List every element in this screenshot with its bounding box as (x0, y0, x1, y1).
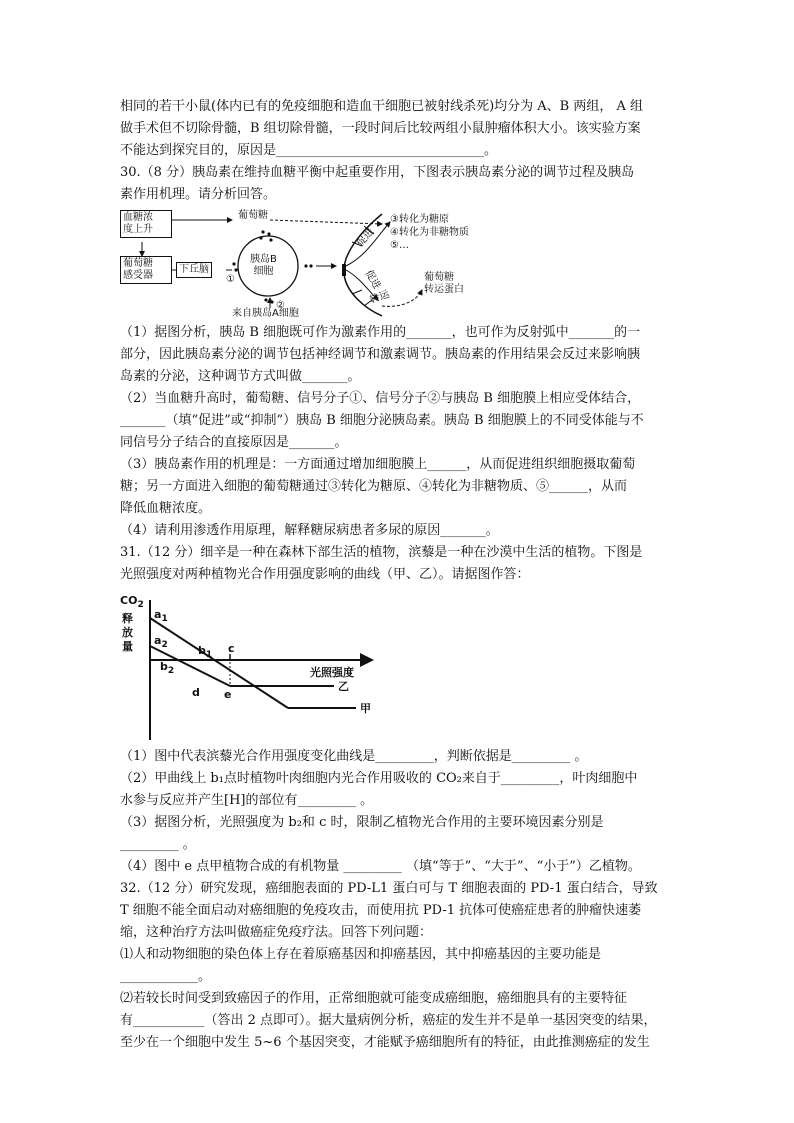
signal-1-mark: ① (226, 274, 235, 285)
point-a1-label (154, 608, 168, 624)
point-b2-sub: 2 (167, 666, 175, 677)
q31-header-line-2: 光照强度对两种植物光合作用强度影响的曲线（甲、乙）。请据图作答： (120, 567, 530, 582)
intro-line-2: 做手术但不切除骨髓，B 组切除骨髓，一段时间后比较两组小鼠肿瘤体积大小。该实验方案 (120, 121, 641, 136)
q31-line-5: _________ 。 (120, 837, 196, 852)
point-b2-label (160, 660, 174, 676)
other-pathway-label: ⑤… (390, 240, 409, 251)
curve-jia-label: 甲 (360, 702, 371, 715)
point-a2-letter: a (154, 634, 162, 647)
document-page (120, 96, 680, 1054)
point-b1-letter: b (198, 644, 206, 657)
point-c-label: c (228, 642, 235, 655)
promote-label-2: 促进 (362, 268, 383, 292)
glucose-receptor-box: 葡萄糖 感受器 (120, 256, 172, 284)
q30-line-1: （1）据图分析，胰岛 B 细胞既可作为激素作用的_______，也可作为反射弧中_______的一 (120, 325, 641, 340)
q30-line-7: （3）胰岛素作用的机理是：一方面通过增加细胞膜上______，从而促进组织细胞摄取葡萄 (120, 457, 636, 472)
from-alpha-cell-label: 来自胰岛A细胞 (232, 308, 299, 319)
q30-header-line-2: 素作用机理。请分析回答。 (120, 187, 277, 202)
promote-label-1: 促进 (354, 226, 377, 249)
q31-line-2: （2）甲曲线上 b₁点时植物叶肉细胞内光合作用吸收的 CO₂来自于_________，叶肉细胞中 (120, 771, 638, 786)
y-axis-label-co (120, 594, 144, 610)
q32-line-5: ____________。 (120, 969, 212, 984)
y-axis-label-liang: 量 (122, 640, 133, 653)
q32-line-1: 32.（12 分）研究发现，癌细胞表面的 PD-L1 蛋白可与 T 细胞表面的 PD-1 蛋白结合，导致 (120, 881, 658, 896)
y-axis-label-co-text: CO (120, 594, 138, 607)
intro-line-1: 相同的若干小鼠(体内已有的免疫细胞和造血干细胞已被射线杀死)均分为 A、B 两组， A 组 (120, 99, 644, 114)
q30-line-4: （2）当血糖升高时，葡萄糖、信号分子①、信号分子②与胰岛 B 细胞膜上相应受体结合， (120, 391, 641, 406)
glucose-label: 葡萄糖 (238, 210, 268, 221)
glucose-transporter-label: 葡萄糖 转运蛋白 (424, 272, 464, 295)
x-axis-label: 光照强度 (310, 666, 354, 679)
q31-line-4: （3）据图分析，光照强度为 b₂和 c 时，限制乙植物光合作用的主要环境因素分别是 (120, 815, 604, 830)
insulin-regulation-diagram (120, 208, 520, 320)
hypothalamus-box: 下丘脑 (176, 262, 212, 278)
point-e-label: e (224, 688, 232, 701)
point-b2-letter: b (160, 660, 168, 673)
blood-glucose-rise-box: 血糖浓 度上升 (120, 210, 172, 238)
beta-cell-label: 胰岛B 细胞 (250, 254, 277, 277)
q30-header-line-1: 30.（8 分）胰岛素在维持血糖平衡中起重要作用，下图表示胰岛素分泌的调节过程及胰岛 (120, 165, 635, 180)
y-axis-label-sub: 2 (137, 600, 144, 611)
signal-2-mark: ② (276, 300, 285, 311)
q32-line-4: ⑴人和动物细胞的染色体上存在着原癌基因和抑癌基因，其中抑癌基因的主要功能是 (120, 947, 602, 962)
point-a1-letter: a (154, 608, 162, 621)
q32-line-3: 缩，这种治疗方法叫做癌症免疫疗法。回答下列问题： (120, 925, 433, 940)
q30-line-6: 同信号分子结合的直接原因是_______。 (120, 435, 348, 450)
point-b1-label (198, 644, 212, 660)
q31-line-1: （1）图中代表滨藜光合作用强度变化曲线是_________，判断依据是_________ 。 (120, 749, 588, 764)
q32-line-7: 有___________（答出 2 点即可）。据大量病例分析，癌症的发生并不是单一基因突变的结果， (120, 1013, 657, 1028)
intro-line-3: 不能达到探究目的，原因是________________________________。 (120, 143, 498, 158)
point-a1-sub: 1 (161, 614, 168, 625)
q30-line-8: 糖；另一方面进入细胞的葡萄糖通过③转化为糖原、④转化为非糖物质、⑤______，从而 (120, 479, 628, 494)
photosynthesis-graph (120, 594, 390, 742)
q30-line-9: 降低血糖浓度。 (120, 501, 212, 516)
y-axis-label-shi: 释 (122, 612, 133, 625)
q30-line-5: _______（填“促进”或“抑制”）胰岛 B 细胞分泌胰岛素。胰岛 B 细胞膜上的不同受体能与不 (120, 413, 644, 428)
transport-label: 转运 (368, 288, 392, 307)
point-b1-sub: 1 (205, 650, 213, 661)
convert-glycogen-label: ③转化为糖原 (390, 214, 449, 225)
q32-line-2: T 细胞不能全面启动对癌细胞的免疫攻击，而使用抗 PD-1 抗体可使癌症患者的肿瘤快速萎 (120, 903, 642, 918)
q31-line-3: 水参与反应并产生[H]的部位有_________ 。 (120, 793, 374, 808)
point-a2-label (154, 634, 168, 650)
y-axis-label-fang: 放 (122, 626, 133, 639)
point-d-label: d (192, 686, 200, 699)
q30-line-10: （4）请利用渗透作用原理，解释糖尿病患者多尿的原因_______。 (120, 523, 499, 538)
q30-line-3: 岛素的分泌，这种调节方式叫做_______。 (120, 369, 361, 384)
q32-line-8: 至少在一个细胞中发生 5~6 个基因突变，才能赋予癌细胞所有的特征，由此推测癌症的发生 (120, 1035, 650, 1050)
q31-line-6: （4）图中 e 点甲植物合成的有机物量 _________ （填“等于”、“大于”、“小于”）乙植物。 (120, 859, 641, 874)
convert-non-sugar-label: ④转化为非糖物质 (390, 227, 469, 238)
q30-line-2: 部分，因此胰岛素分泌的调节包括神经调节和激素调节。胰岛素的作用结果会反过来影响胰 (120, 347, 641, 362)
q31-header-line-1: 31.（12 分）细辛是一种在森林下部生活的植物，滨藜是一种在沙漠中生活的植物。下图是 (120, 545, 643, 560)
curve-yi-label: 乙 (338, 680, 349, 693)
point-a2-sub: 2 (161, 640, 168, 651)
q32-line-6: ⑵若较长时间受到致癌因子的作用，正常细胞就可能变成癌细胞，癌细胞具有的主要特征 (120, 991, 628, 1006)
